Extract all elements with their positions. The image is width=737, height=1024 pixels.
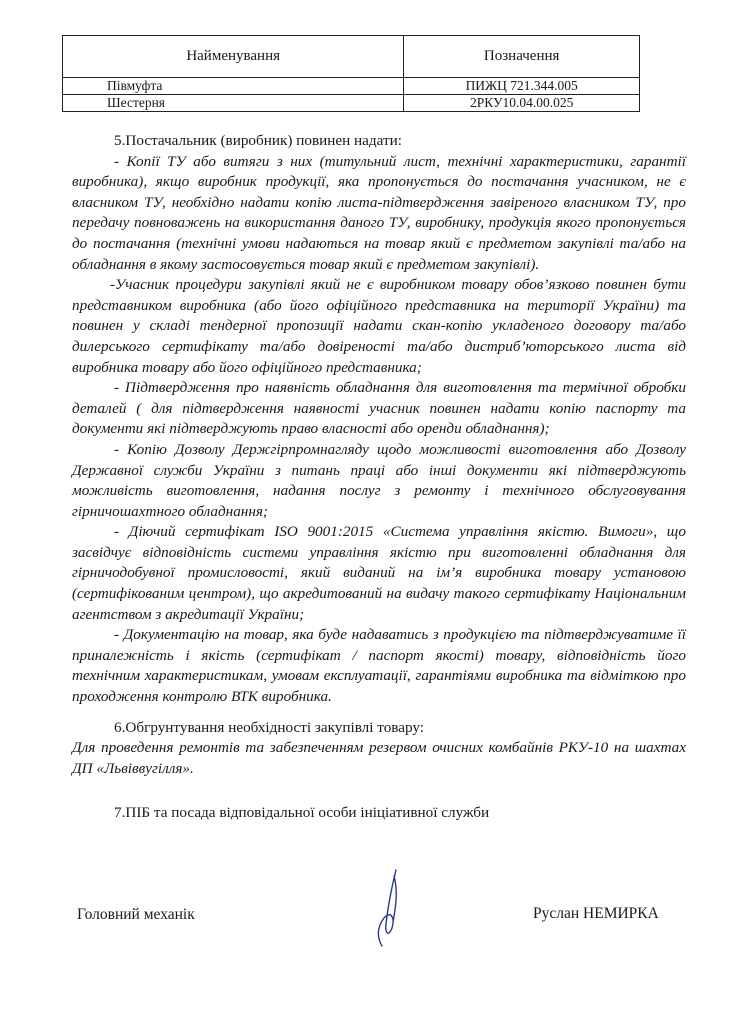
section5-heading: 5.Постачальник (виробник) повинен надати: <box>114 132 402 149</box>
table-row <box>63 78 640 95</box>
requirement-item: - Діючий сертифікат ISO 9001:2015 «Система управління якістю. Вимоги», що засвідчує відповідність системи управління якістю при виготовленні обладнання для гірничодобувної промисловості, який виданий на ім’я виробника товару установою (сертифікованим центром), що акредитований на видачу такого сертифікату Національним агентством з акредитації України; <box>72 523 686 623</box>
signatory-name: Руслан НЕМИРКА <box>533 905 659 922</box>
row-code: 2РКУ10.04.00.025 <box>404 95 640 112</box>
row-name: Півмуфта <box>63 78 404 95</box>
requirement-item: - Копії ТУ або витяги з них (титульний лист, технічні характеристики, гарантії виробника), якщо виробник продукції, яка пропонується до постачання учасником, не є власником ТУ, необхідно надати копію листа-підтвердження завіреного власником ТУ, про передачу повноважень на використання даного ТУ, виробнику, продукція якого пропонується до постачання (технічні умови надаються на товар який є предметом закупівлі та/або на обладнання в якому застосовується товар який є предметом закупівлі). <box>72 152 686 273</box>
header-code: Позначення <box>404 36 640 78</box>
requirement-item: - Підтвердження про наявність обладнання для виготовлення та термічної обробки деталей ( для підтвердження наявності учасник повинен надати копію паспорту та документи які підтверджують право власності або оренди обладнання); <box>72 379 686 438</box>
section6-heading: 6.Обгрунтування необхідності закупівлі товару: <box>114 718 425 736</box>
row-name: Шестерня <box>63 95 404 112</box>
section6-text: Для проведення ремонтів та забезпеченням резервом очисних комбайнів РКУ-10 на шахтах ДП «Львіввугілля». <box>72 739 686 777</box>
header-name: Найменування <box>63 36 404 78</box>
section7-heading: 7.ПІБ та посада відповідальної особи ініціативної служби <box>114 804 490 822</box>
handwritten-signature <box>358 866 418 956</box>
requirement-item: - Документацію на товар, яка буде надаватись з продукцією та підтверджуватиме її приналежність і якість (сертифікат / паспорт якості) товару, відповідність його технічним характеристикам, умовам експлуатації, гарантіями виробника та відміткою про проходження контролю ВТК виробника. <box>72 626 686 706</box>
signatory-position: Головний механік <box>77 906 195 923</box>
table-row <box>63 95 640 112</box>
parts-table <box>62 35 640 112</box>
row-code: ПИЖЦ 721.344.005 <box>404 78 640 95</box>
document-body <box>72 131 686 824</box>
requirement-item: - Копію Дозволу Держгірпромнагляду щодо можливості виготовлення або Дозволу Державної служби України з питань праці або інші документи які підтверджують можливість виготовлення, надання послуг з ремонту і технічного обслуговування гірничошахтного обладнання; <box>72 440 686 520</box>
table-header-row <box>63 36 640 78</box>
requirement-item: -Учасник процедури закупівлі який не є виробником товару обов’язково повинен бути представником виробника (або його офіційного представника на території України) та повинен у складі тендерної пропозиції надати скан-копію укладеного договору та/або дилерського сертифікату та/або довіреності та/або дистриб’юторського листа від виробника товару або його офіційного представника; <box>72 276 686 376</box>
